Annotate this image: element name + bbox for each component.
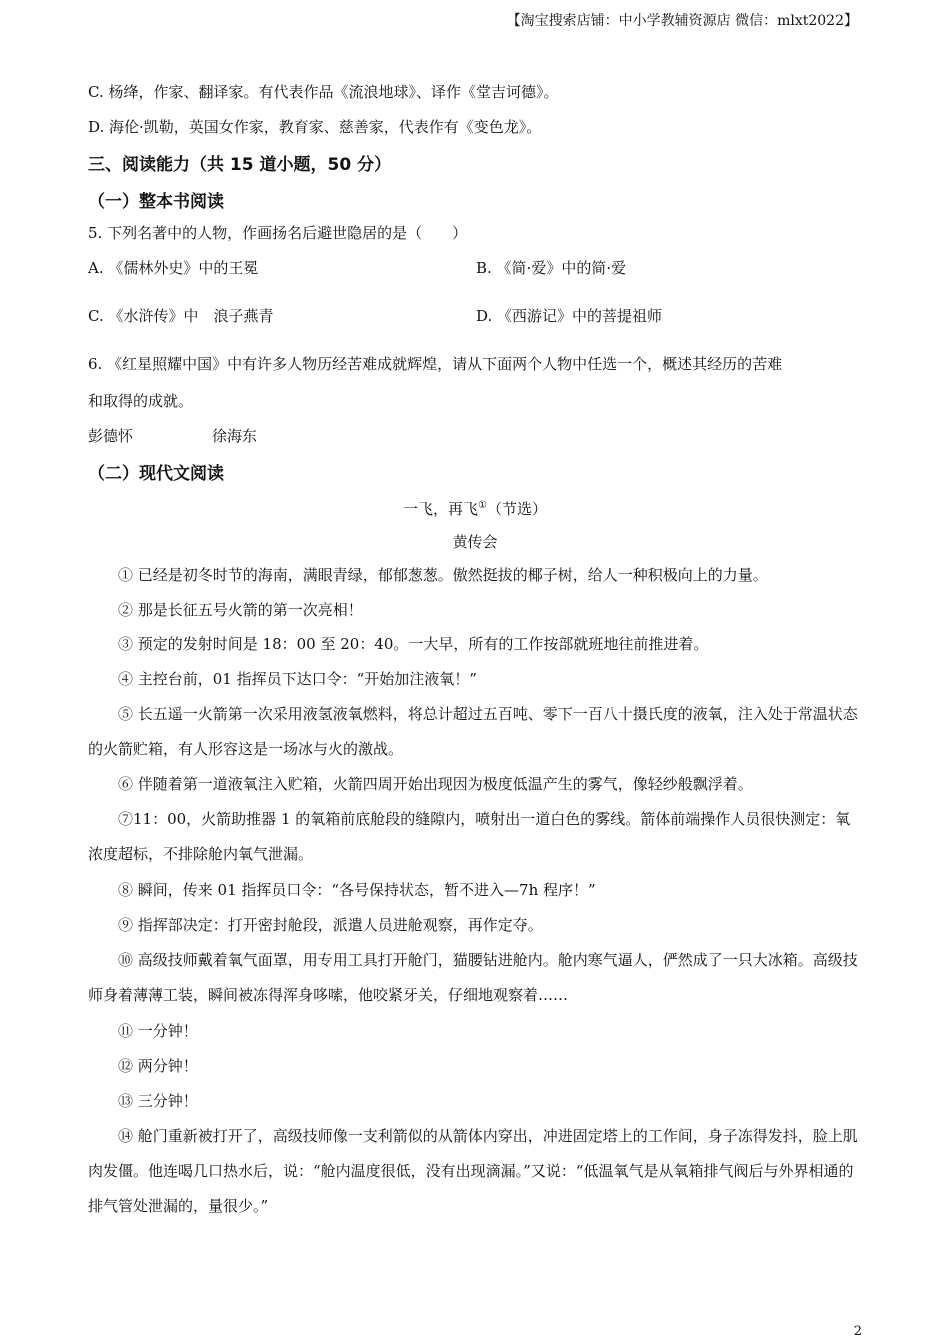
paragraph-4: ④ 主控台前，01 指挥员下达口令：“开始加注液氧！” <box>118 670 477 688</box>
paragraph-3: ③ 预定的发射时间是 18：00 至 20：40。一大早，所有的工作按部就班地往前推进着。 <box>118 635 709 653</box>
question-5-option-b: B. 《简·爱》中的简·爱 <box>476 259 627 277</box>
subsection-heading-2: （二）现代文阅读 <box>88 464 224 484</box>
article-title-footnote-mark: ① <box>478 500 487 511</box>
paragraph-6: ⑥ 伴随着第一道液氧注入贮箱，火箭四周开始出现因为极度低温产生的雾气，像轻纱般飘浮着。 <box>118 775 753 793</box>
question-5-option-c: C. 《水浒传》中 浪子燕青 <box>88 307 274 325</box>
question-5-option-d: D. 《西游记》中的菩提祖师 <box>476 307 663 325</box>
section-heading-3: 三、阅读能力（共 15 道小题，50 分） <box>88 155 392 175</box>
paragraph-11: ⑪ 一分钟！ <box>118 1022 198 1040</box>
paragraph-9: ⑨ 指挥部决定：打开密封舱段，派遣人员进舱观察，再作定夺。 <box>118 916 543 934</box>
question-5-option-a: A. 《儒林外史》中的王冕 <box>88 259 259 277</box>
question-5: 5. 下列名著中的人物，作画扬名后避世隐居的是（ ） <box>88 224 468 242</box>
subsection-heading-1: （一）整本书阅读 <box>88 192 224 212</box>
paragraph-7: ⑦11：00，火箭助推器 1 的氧箱前底舱段的缝隙内，喷射出一道白色的雾线。箭体前端操作人员很快测定：氧浓度超标，不排除舱内氧气泄漏。 <box>88 810 851 863</box>
person-option-1: 彭德怀 <box>88 427 134 445</box>
article-title-suffix: （节选） <box>486 500 547 518</box>
option-c: C. 杨绛，作家、翻译家。有代表作品《流浪地球》、译作《堂吉诃德》。 <box>88 83 559 101</box>
paragraph-10: ⑩ 高级技师戴着氧气面罩，用专用工具打开舱门，猫腰钻进舱内。舱内寒气逼人，俨然成了一只大冰箱。高级技师身着薄薄工装，瞬间被冻得浑身哆嗦，他咬紧牙关，仔细地观察着…… <box>88 951 858 1004</box>
page-header: 【淘宝搜索店铺：中小学教辅资源店 微信：mlxt2022】 <box>506 13 858 29</box>
person-option-2: 徐海东 <box>212 427 258 445</box>
paragraph-8: ⑧ 瞬间，传来 01 指挥员口令：“各号保持状态，暂不进入—7h 程序！” <box>118 881 596 899</box>
article-title <box>0 496 950 519</box>
article-author: 黄传会 <box>452 533 498 551</box>
paragraph-2: ② 那是长征五号火箭的第一次亮相！ <box>118 601 363 619</box>
paragraph-12: ⑫ 两分钟！ <box>118 1057 198 1075</box>
option-d: D. 海伦·凯勒，英国女作家，教育家、慈善家，代表作有《变色龙》。 <box>88 118 542 136</box>
paragraph-5: ⑤ 长五遥一火箭第一次采用液氢液氧燃料，将总计超过五百吨、零下一百八十摄氏度的液氧，注入处于常温状态的火箭贮箱，有人形容这是一场冰与火的激战。 <box>88 705 858 758</box>
paragraph-1: ① 已经是初冬时节的海南，满眼青绿，郁郁葱葱。傲然挺拔的椰子树，给人一种积极向上的力量。 <box>118 566 768 584</box>
article-title-text: 一飞，再飞 <box>403 500 479 518</box>
question-6-line-1: 6. 《红星照耀中国》中有许多人物历经苦难成就辉煌，请从下面两个人物中任选一个，概述其经历的苦难 <box>88 355 783 373</box>
paragraph-13: ⑬ 三分钟！ <box>118 1092 198 1110</box>
page-number: 2 <box>853 1324 862 1339</box>
paragraph-14: ⑭ 舱门重新被打开了，高级技师像一支利箭似的从箭体内穿出，冲进固定塔上的工作间，身子冻得发抖，脸上肌肉发僵。他连喝几口热水后，说：“舱内温度很低，没有出现滴漏。”又说：“低温氧气是从氧箱排气阀后与外界相通的排气管处泄漏的，量很少。” <box>88 1127 858 1215</box>
question-6-line-2: 和取得的成就。 <box>88 392 194 410</box>
